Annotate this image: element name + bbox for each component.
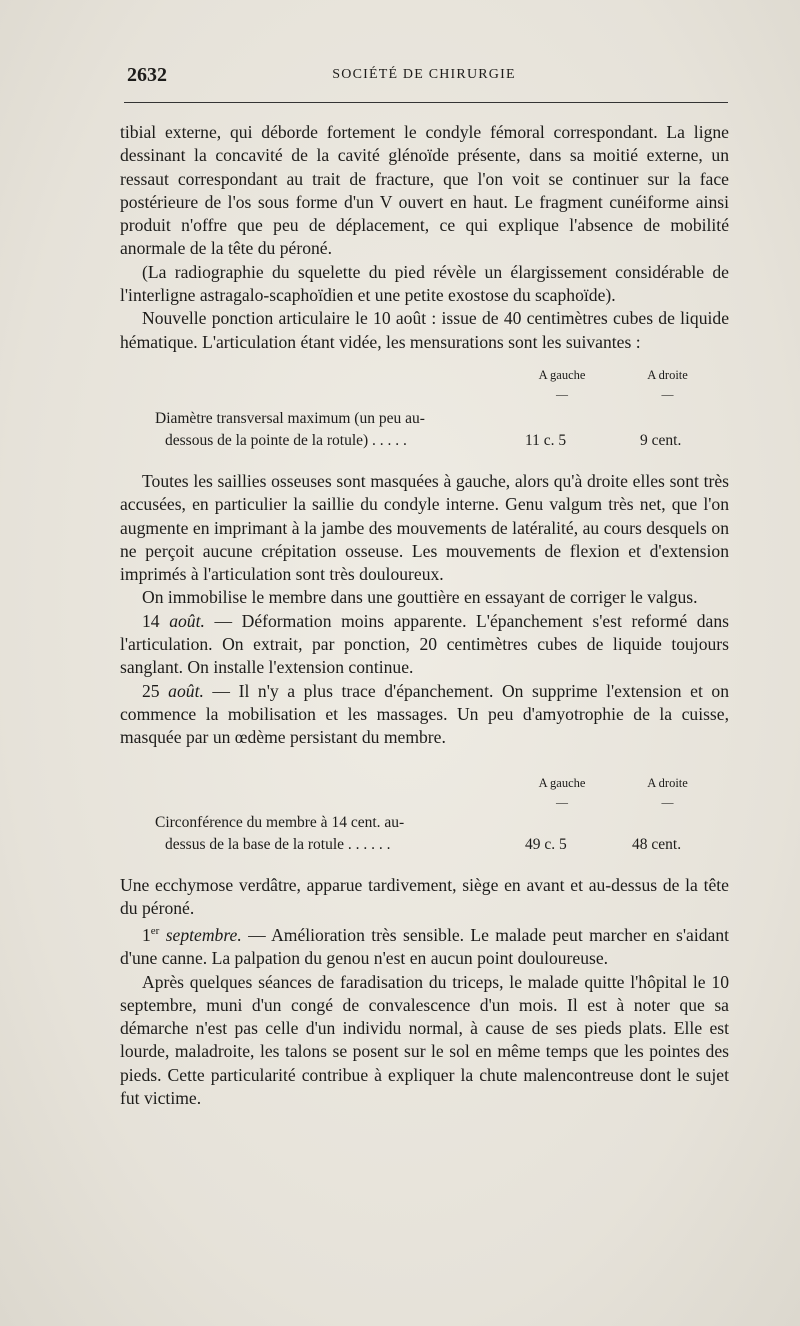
column-header-left xyxy=(522,364,602,402)
paragraph: Une ecchymose verdâtre, apparue tardivement, siège en avant et au-dessus de la tête du péroné. xyxy=(120,874,729,918)
value-right: 9 cent. xyxy=(640,431,682,449)
table-row xyxy=(120,812,729,856)
table-header xyxy=(120,772,729,809)
entry-date: août. xyxy=(169,610,205,631)
paragraph: Nouvelle ponction articulaire le 10 août : issue de 40 centimètres cubes de liquide hématique. L'articulation étant vidée, les mensurations sont les suivantes : xyxy=(120,308,729,352)
row-label-line: Diamètre transversal maximum (un peu au- xyxy=(155,409,425,427)
header-rule xyxy=(124,102,728,103)
running-title: SOCIÉTÉ DE CHIRURGIE xyxy=(332,67,516,82)
paragraph: tibial externe, qui déborde fortement le condyle fémoral correspondant. La ligne dessinant la concavité de la cavité glénoïde présente, dans sa moitié externe, un ressaut correspondant au trait de fracture, que l'on voit se continuer sur la face postérieure de l'os sous forme d'un V ouvert en haut. Le fragment cunéiforme ainsi produit n'offre que peu de déplacement, ce qui explique l'absence de mobilité anormale de la tête du péroné. xyxy=(120,122,729,259)
measurement-table-1 xyxy=(120,364,729,452)
column-header-left xyxy=(522,772,602,807)
page-number: 2632 xyxy=(127,64,167,86)
column-header-right xyxy=(625,364,710,402)
column-label: A droite xyxy=(647,367,688,382)
entry-text: — Il n'y a plus trace d'épanchement. On supprime l'extension et on commence la mobilisation et les massages. Un peu d'amyotrophie de la cuisse, masquée par un œdème persistant du membre. xyxy=(120,680,729,748)
value-left: 49 c. 5 xyxy=(525,835,567,853)
paragraph: (La radiographie du squelette du pied révèle un élargissement considérable de l'interligne astragalo-scaphoïdien et une petite exostose du scaphoïde). xyxy=(120,261,729,306)
paragraph: On immobilise le membre dans une gouttière en essayant de corriger le valgus. xyxy=(142,587,698,608)
column-header-right xyxy=(625,772,710,807)
entry-day: 25 xyxy=(142,680,169,701)
paragraph: Toutes les saillies osseuses sont masquées à gauche, alors qu'à droite elles sont très accusées, en particulier la saillie du condyle interne. Genu valgum très net, que l'on augmente en imprimant à la jambe des mouvements de latéralité, au cours desquels on ne perçoit aucune crépitation osseuse. Les mouvements de flexion et d'extension imprimés à l'articulation sont très douloureux. xyxy=(120,470,729,585)
column-dash: — xyxy=(556,387,568,402)
column-label: A gauche xyxy=(538,775,586,790)
dated-entry xyxy=(120,610,729,680)
column-dash: — xyxy=(661,794,674,809)
table-row xyxy=(120,408,729,452)
dated-entry xyxy=(120,680,729,750)
row-label xyxy=(155,408,515,452)
value-left: 11 c. 5 xyxy=(525,431,567,449)
paragraph: Après quelques séances de faradisation du triceps, le malade quitte l'hôpital le 10 septembre, muni d'un congé de convalescence d'un mois. Il est à noter que sa démarche n'est pas celle d'un individu normal, à cause de ses pieds plats. Elle est lourde, maladroite, les talons se posent sur le sol en même temps que les pointes des pieds. Cette particularité contribue à expliquer la chute malencontreuse dont le sujet fut victime. xyxy=(120,971,729,1109)
row-label xyxy=(155,812,515,856)
column-dash: — xyxy=(556,794,568,809)
entry-date: août. xyxy=(168,680,204,701)
row-label-line: dessus de la base de la rotule . . . . . . xyxy=(165,835,391,853)
measurement-table-2 xyxy=(120,772,729,856)
entry-text: — Amélioration très sensible. Le malade peut marcher en s'aidant d'une canne. La palpation du genou n'est en aucun point douloureuse. xyxy=(120,924,730,969)
row-label-line: Circonférence du membre à 14 cent. au- xyxy=(155,813,405,831)
page-header xyxy=(120,64,728,88)
column-label: A droite xyxy=(647,775,688,790)
entry-text: — Déformation moins apparente. L'épanchement s'est reformé dans l'articulation. On extrait, par ponction, 20 centimètres cubes de liquide toujours sanglant. On installe l'extension continue. xyxy=(120,610,730,678)
entry-day: 1 xyxy=(142,924,151,945)
value-right: 48 cent. xyxy=(632,835,682,853)
row-label-line: dessous de la pointe de la rotule) . . . . . xyxy=(165,431,407,449)
body-text xyxy=(120,121,729,1110)
column-dash: — xyxy=(661,387,674,402)
column-label: A gauche xyxy=(538,367,586,382)
entry-day-suffix: er xyxy=(150,925,160,938)
entry-date: septembre. xyxy=(159,924,242,945)
table-header xyxy=(120,364,729,402)
entry-day: 14 xyxy=(142,610,170,631)
dated-entry xyxy=(120,920,729,970)
